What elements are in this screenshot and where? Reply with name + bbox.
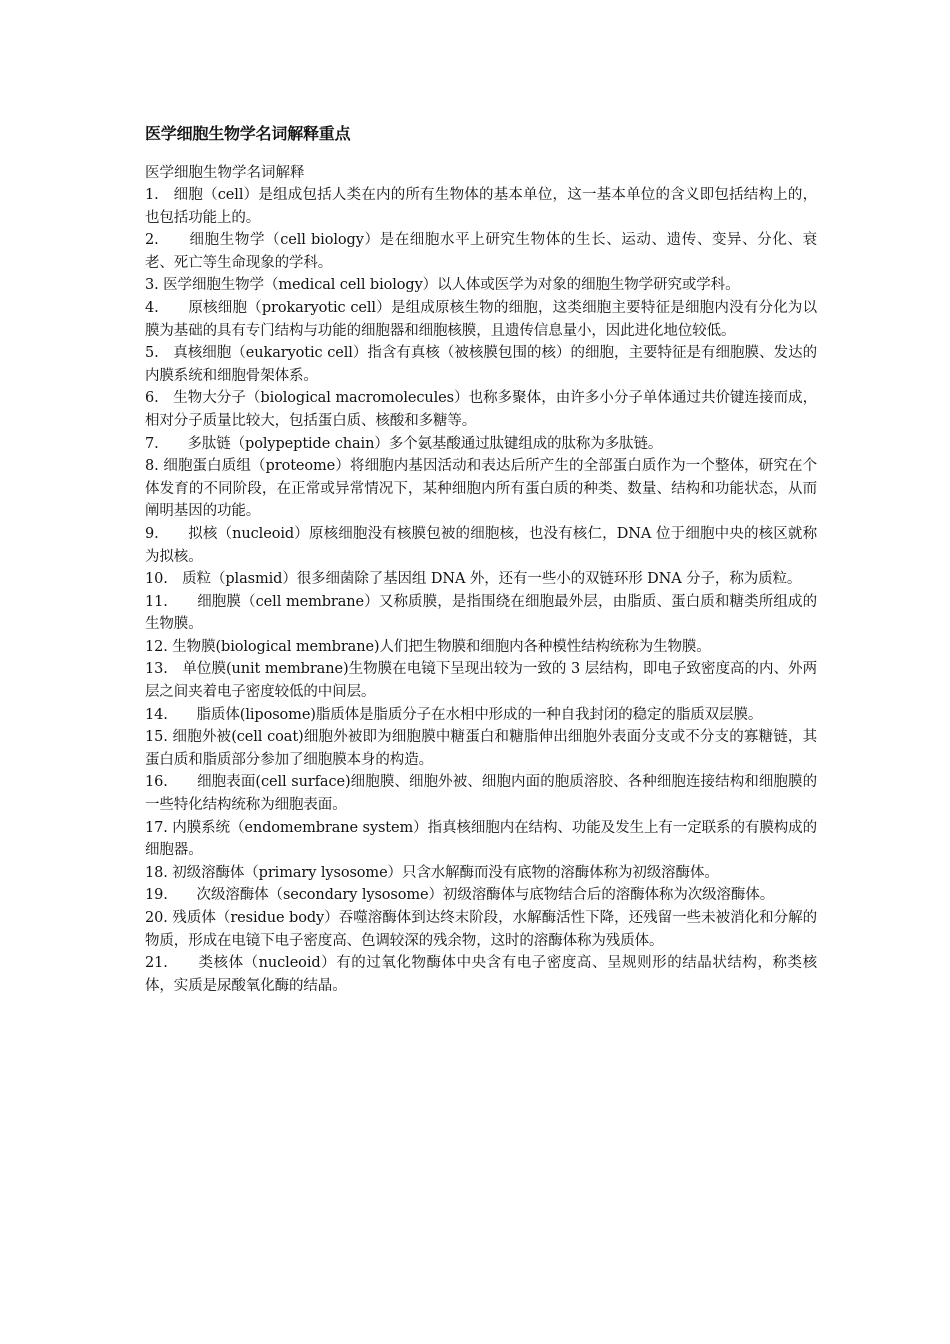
term-entry-10: 10. 质粒（plasmid）很多细菌除了基因组 DNA 外，还有一些小的双链环形 DNA 分子，称为质粒。 <box>145 571 802 588</box>
term-entry-20: 20. 残质体（residue body）吞噬溶酶体到达终末阶段，水解酶活性下降，还残留一些未被消化和分解的物质，形成在电镜下电子密度高、色调较深的残余物，这时的溶酶体称为残质体。 <box>145 910 817 949</box>
term-entry-15: 15. 细胞外被(cell coat)细胞外被即为细胞膜中糖蛋白和糖脂伸出细胞外表面分支或不分支的寡糖链，其蛋白质和脂质部分参加了细胞膜本身的构造。 <box>145 729 817 768</box>
term-entry-3: 3. 医学细胞生物学（medical cell biology）以人体或医学为对象的细胞生物学研究或学科。 <box>145 277 740 294</box>
term-entry-4: 4. 原核细胞（prokaryotic cell）是组成原核生物的细胞，这类细胞主要特征是细胞内没有分化为以膜为基础的具有专门结构与功能的细胞器和细胞核膜，且遗传信息量小，因此进化地位较低。 <box>145 299 817 339</box>
document-title: 医学细胞生物学名词解释重点 <box>145 124 351 143</box>
term-entry-2: 2. 细胞生物学（cell biology）是在细胞水平上研究生物体的生长、运动、遗传、变异、分化、衰老、死亡等生命现象的学科。 <box>145 232 817 271</box>
term-entry-9: 9. 拟核（nucleoid）原核细胞没有核膜包被的细胞核，也没有核仁，DNA 位于细胞中央的核区就称为拟核。 <box>145 525 817 565</box>
term-entry-21: 21. 类核体（nucleoid）有的过氧化物酶体中央含有电子密度高、呈规则形的结晶状结构，称类核体，实质是尿酸氧化酶的结晶。 <box>145 955 817 994</box>
term-entry-12: 12. 生物膜(biological membrane)人们把生物膜和细胞内各种模性结构统称为生物膜。 <box>145 638 711 655</box>
term-entry-14: 14. 脂质体(liposome)脂质体是脂质分子在水相中形成的一种自我封闭的稳定的脂质双层膜。 <box>145 706 763 723</box>
term-entry-8: 8. 细胞蛋白质组（proteome）将细胞内基因活动和表达后所产生的全部蛋白质作为一个整体，研究在个体发育的不同阶段，在正常或异常情况下，某种细胞内所有蛋白质的种类、数量、结构和功能状态，从而阐明基因的功能。 <box>145 458 817 520</box>
term-entry-17: 17. 内膜系统（endomembrane system）指真核细胞内在结构、功能及发生上有一定联系的有膜构成的细胞器。 <box>145 819 817 859</box>
term-entry-19: 19. 次级溶酶体（secondary lysosome）初级溶酶体与底物结合后的溶酶体称为次级溶酶体。 <box>145 887 775 904</box>
document-subtitle: 医学细胞生物学名词解释 <box>145 165 305 181</box>
term-entry-1: 1. 细胞（cell）是组成包括人类在内的所有生物体的基本单位，这一基本单位的含义即包括结构上的，也包括功能上的。 <box>145 187 817 226</box>
term-entry-6: 6. 生物大分子（biological macromolecules）也称多聚体，由许多小分子单体通过共价键连接而成，相对分子质量比较大，包括蛋白质、核酸和多糖等。 <box>145 390 817 429</box>
document-page <box>145 120 817 997</box>
term-list <box>145 184 817 997</box>
term-entry-5: 5. 真核细胞（eukaryotic cell）指含有真核（被核膜包围的核）的细胞，主要特征是有细胞膜、发达的内膜系统和细胞骨架体系。 <box>145 345 817 384</box>
term-entry-13: 13. 单位膜(unit membrane)生物膜在电镜下呈现出较为一致的 3 层结构，即电子致密度高的内、外两层之间夹着电子密度较低的中间层。 <box>145 661 817 701</box>
term-entry-18: 18. 初级溶酶体（primary lysosome）只含水解酶而没有底物的溶酶体称为初级溶酶体。 <box>145 864 719 881</box>
term-entry-16: 16. 细胞表面(cell surface)细胞膜、细胞外被、细胞内面的胞质溶胶、各种细胞连接结构和细胞膜的一些特化结构统称为细胞表面。 <box>145 774 817 814</box>
term-entry-11: 11. 细胞膜（cell membrane）又称质膜，是指围绕在细胞最外层，由脂质、蛋白质和糖类所组成的生物膜。 <box>145 593 817 633</box>
term-entry-7: 7. 多肽链（polypeptide chain）多个氨基酸通过肽键组成的肽称为多肽链。 <box>145 435 663 452</box>
